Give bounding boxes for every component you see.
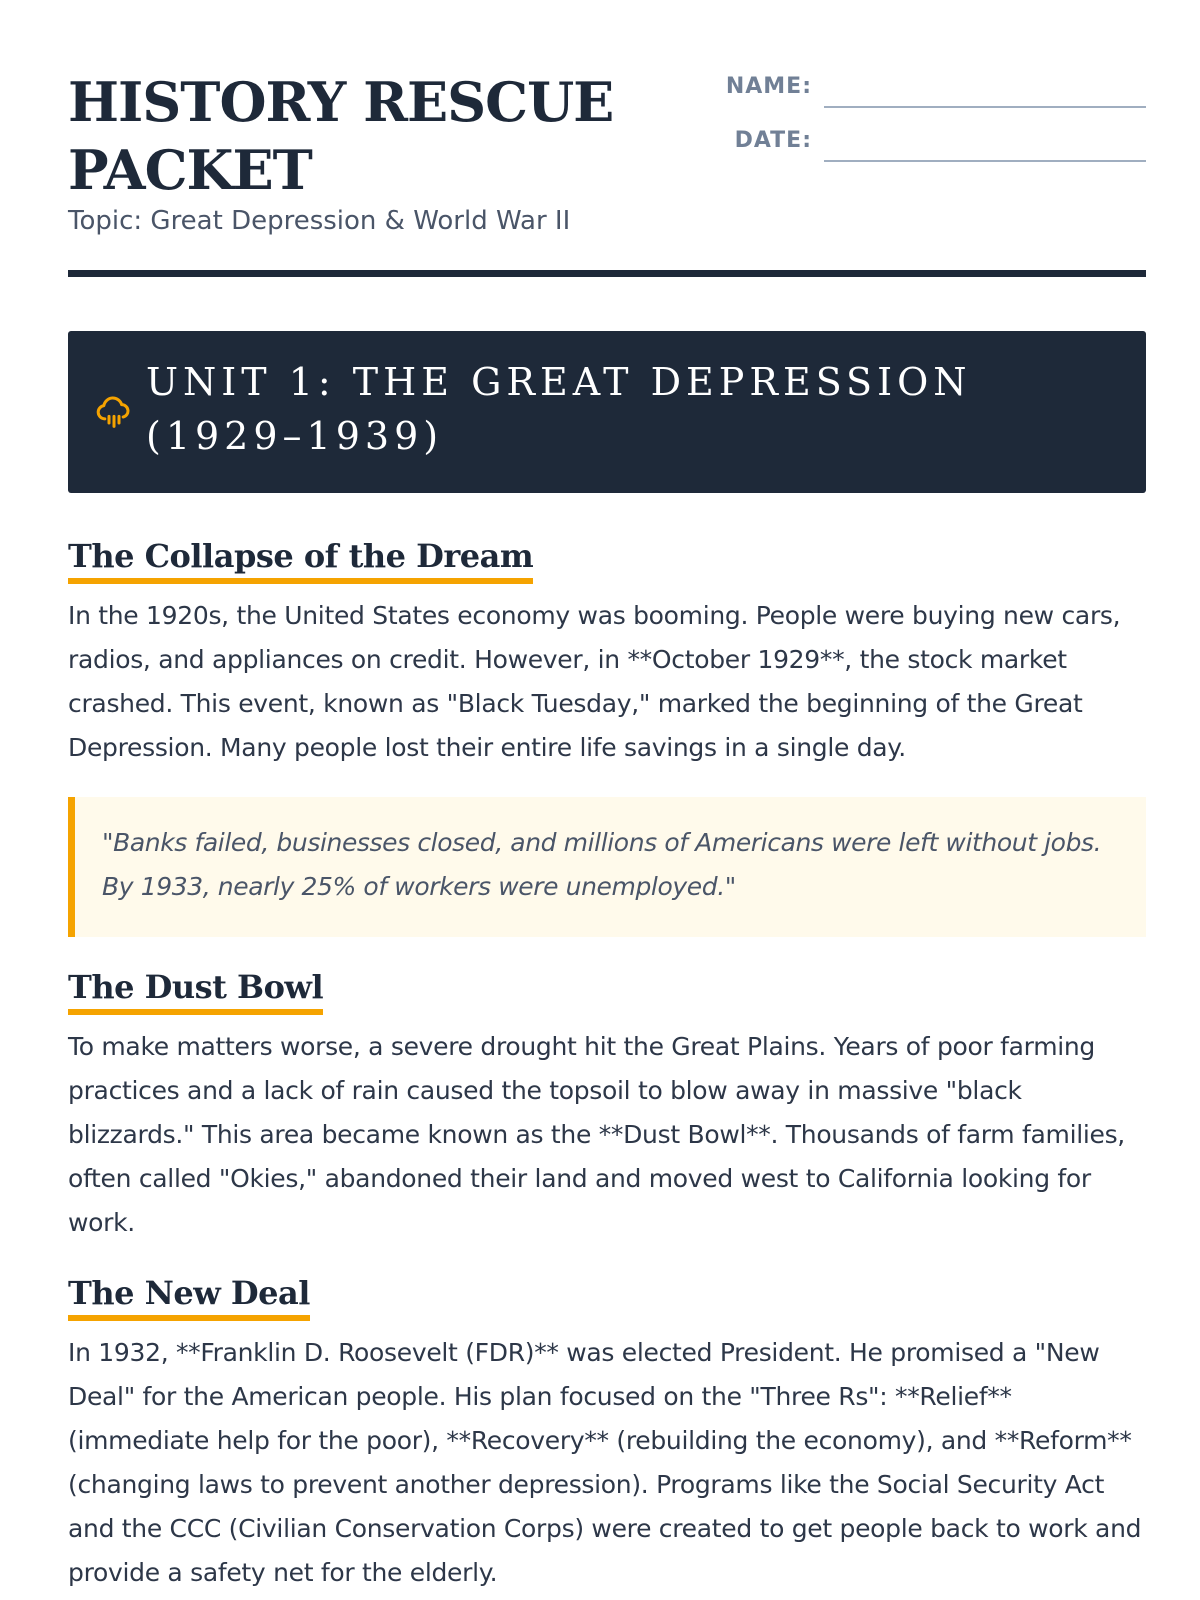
worksheet-page (68, 0, 1146, 1587)
worksheet-header (68, 0, 1146, 276)
date-blank-line[interactable] (824, 160, 1146, 162)
section-body-dust-bowl: To make matters worse, a severe drought hit the Great Plains. Years of poor farming practices and a lack of rain caused the topsoil to blow away in massive "black blizzards." This area became known as the **Dust Bowl**. Thousands of farm families, often called "Okies," abandoned their land and moved west to California looking for work. (68, 1032, 1125, 1237)
unit-banner (68, 331, 1146, 493)
section-body-collapse: In the 1920s, the United States economy was booming. People were buying new cars, radios, and appliances on credit. However, in **October 1929**, the stock market crashed. This event, known as "Black Tuesday," marked the beginning of the Great Depression. Many people lost their entire life savings in a single day. (68, 601, 1121, 762)
section-heading-text: The Dust Bowl (68, 967, 323, 1015)
name-label: NAME: (725, 74, 812, 99)
name-field[interactable] (726, 72, 1146, 102)
unit-title: UNIT 1: THE GREAT DEPRESSION (1929–1939) (146, 360, 972, 458)
date-label: DATE: (734, 128, 812, 153)
section-heading-collapse (68, 536, 533, 584)
section-body-new-deal: In 1932, **Franklin D. Roosevelt (FDR)** was elected President. He promised a "New Deal" for the American people. His plan focused on the "Three Rs": **Relief** (immediate help for the poor), **Recovery** (rebuilding the economy), and **Reform** (changing laws to prevent another depression). Programs like the Social Security Act and the CCC (Civilian Conservation Corps) were created to get people back to work and provide a safety net for the elderly. (68, 1338, 1142, 1587)
quote-callout (68, 797, 1146, 937)
quote-text: "Banks failed, businesses closed, and millions of Americans were left without jobs. By 1933, nearly 25% of workers were unemployed." (102, 828, 1102, 901)
rain-cloud-icon (94, 393, 134, 433)
section-heading-new-deal (68, 1273, 310, 1321)
section-heading-dust-bowl (68, 967, 323, 1015)
section-heading-text: The New Deal (68, 1273, 310, 1321)
page-title: HISTORY RESCUE PACKET (68, 70, 614, 202)
topic-subtitle: Topic: Great Depression & World War II (68, 206, 571, 236)
date-field[interactable] (726, 126, 1146, 156)
name-blank-line[interactable] (824, 106, 1146, 108)
header-divider (68, 270, 1146, 277)
section-heading-text: The Collapse of the Dream (68, 536, 533, 584)
